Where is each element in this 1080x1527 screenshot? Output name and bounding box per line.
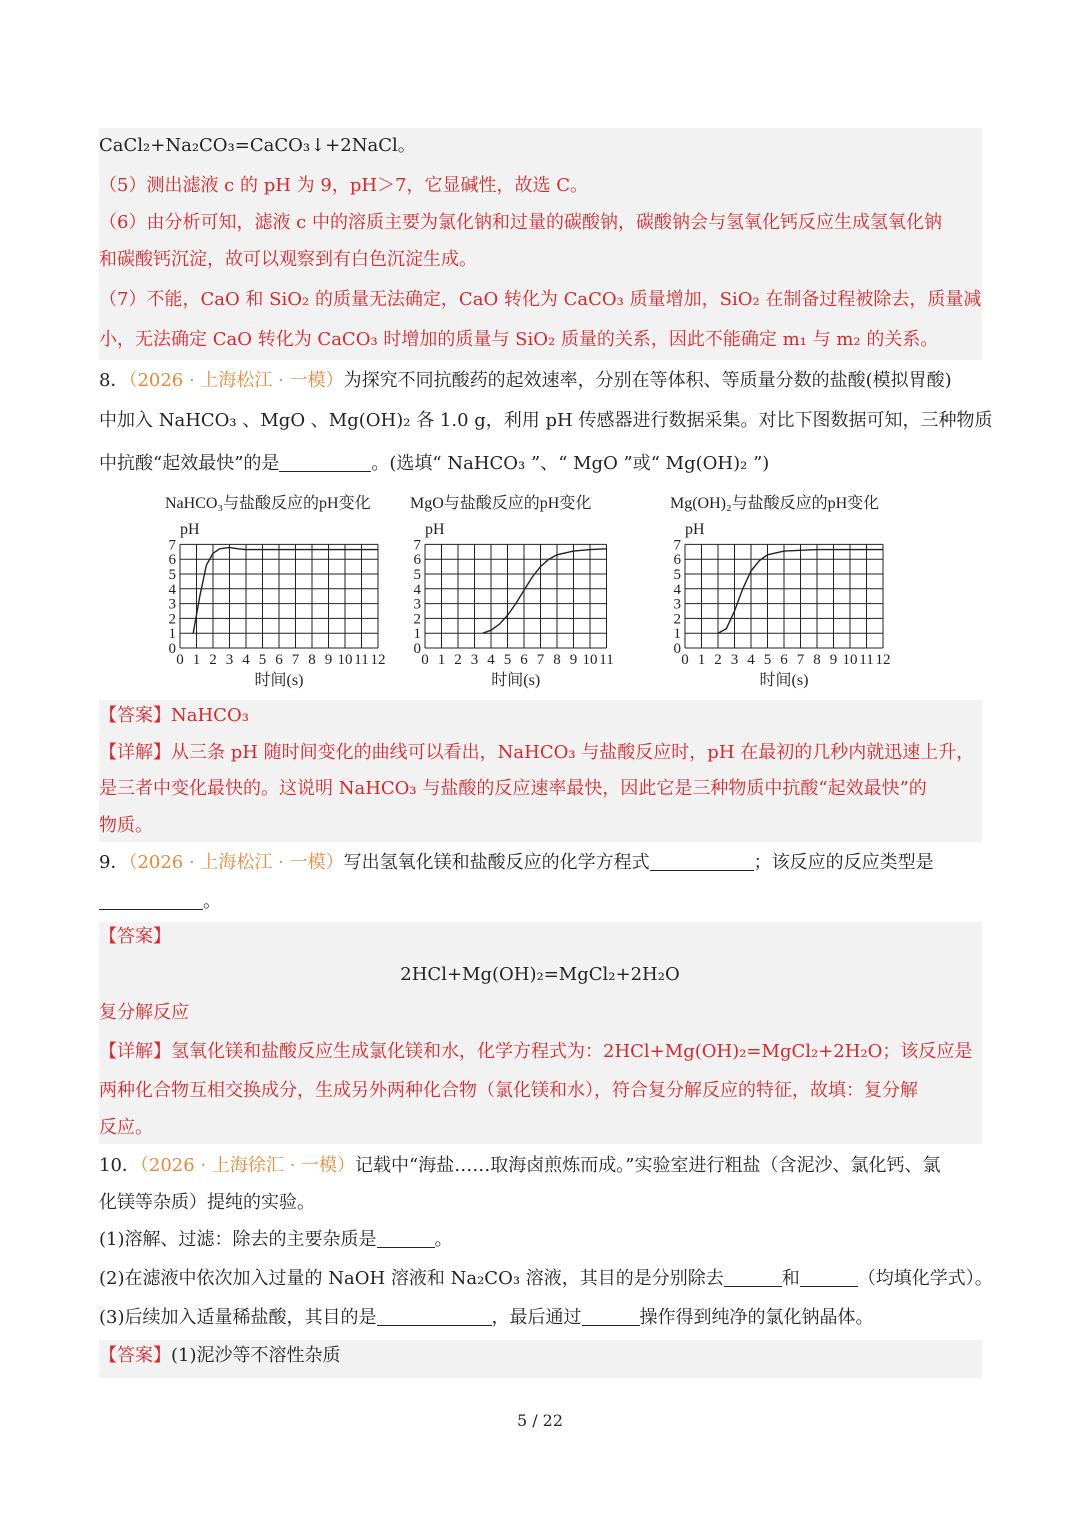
question-9-line-2 — [99, 890, 981, 914]
chart-mgoh2 — [655, 488, 930, 693]
x-tick-label: 8 — [308, 652, 316, 668]
answer-blank[interactable] — [724, 1268, 782, 1287]
x-tick-label: 10 — [337, 652, 353, 668]
x-tick-label: 5 — [503, 652, 512, 668]
x-tick-label: 6 — [520, 652, 528, 668]
answer-blank[interactable] — [377, 1229, 435, 1248]
x-axis-label: 时间(s) — [759, 672, 809, 689]
answer-line-q8 — [99, 704, 981, 728]
equation-line: CaCl₂+Na₂CO₃=CaCO₃↓+2NaCl。 — [99, 135, 416, 156]
x-tick-label: 8 — [553, 652, 561, 668]
answer-block-q9 — [99, 922, 982, 1144]
y-tick-label: 6 — [673, 552, 681, 569]
x-tick-label: 10 — [582, 652, 598, 668]
x-tick-label: 7 — [536, 652, 545, 668]
x-tick-label: 1 — [697, 652, 706, 668]
question-number: 10． — [99, 1155, 140, 1176]
detail-line-q9-1 — [99, 1040, 981, 1064]
y-tick-label: 3 — [168, 596, 176, 613]
question-text: （均填化学式）。 — [857, 1268, 993, 1289]
question-source: （2026 · 上海松江 · 一模） — [128, 852, 344, 873]
question-text: 操作得到纯净的氯化钠晶体。 — [639, 1307, 874, 1328]
y-tick-label: 0 — [168, 641, 176, 657]
y-axis-label: pH — [180, 521, 200, 538]
detail-line-q8-2: 是三者中变化最快的。这说明 NaHCO₃ 与盐酸的反应速率最快，因此它是三种物质中抗酸“起效最快”的 — [99, 778, 927, 799]
y-tick-label: 5 — [673, 567, 681, 583]
y-tick-label: 7 — [673, 537, 681, 554]
x-tick-label: 3 — [225, 652, 234, 668]
y-tick-label: 3 — [413, 596, 421, 613]
answer-text: NaHCO₃ — [171, 705, 249, 726]
question-10-sub-1 — [99, 1228, 981, 1252]
answer-blank[interactable] — [582, 1307, 640, 1326]
answer-line-6a: （6）由分析可知，滤液 c 中的溶质主要为氯化钠和过量的碳酸钠，碳酸钠会与氢氧化钙反应生成氢氧化钠 — [99, 212, 942, 233]
y-tick-label: 2 — [673, 611, 681, 628]
answer-tag: 【答案】 — [99, 1345, 171, 1366]
question-text: (3)后续加入适量稀盐酸，其目的是 — [99, 1307, 377, 1328]
y-tick-label: 0 — [673, 641, 681, 657]
question-10-line-2: 化镁等杂质）提纯的实验。 — [99, 1192, 315, 1213]
detail-line-q8-3: 物质。 — [99, 815, 153, 836]
answer-blank[interactable] — [650, 852, 754, 871]
answer-text: (1)泥沙等不溶性杂质 — [171, 1345, 341, 1366]
answer-line-q9-type: 复分解反应 — [99, 1002, 189, 1023]
x-tick-label: 3 — [730, 652, 739, 668]
x-tick-label: 6 — [275, 652, 283, 668]
x-tick-label: 1 — [192, 652, 201, 668]
y-tick-label: 3 — [673, 596, 681, 613]
question-number: 8． — [99, 370, 129, 391]
question-8-line-2: 中加入 NaHCO₃ 、MgO 、Mg(OH)₂ 各 1.0 g，利用 pH 传感器进行数据采集。对比下图数据可知，三种物质 — [99, 410, 993, 431]
detail-text: 从三条 pH 随时间变化的曲线可以看出，NaHCO₃ 与盐酸反应时，pH 在最初的几秒内就迅速上升， — [171, 742, 975, 763]
x-axis-label: 时间(s) — [254, 672, 304, 689]
chart-title: Mg(OH)₂与盐酸反应的pH变化 — [670, 495, 880, 512]
question-text: 写出氢氧化镁和盐酸反应的化学方程式 — [343, 852, 650, 873]
x-tick-label: 5 — [258, 652, 267, 668]
x-tick-label: 0 — [176, 652, 184, 668]
x-tick-label: 12 — [370, 652, 386, 668]
x-tick-label: 9 — [569, 652, 578, 668]
x-tick-label: 6 — [780, 652, 788, 668]
y-tick-label: 6 — [413, 552, 421, 569]
y-tick-label: 1 — [413, 626, 421, 643]
y-axis-label: pH — [685, 521, 705, 538]
x-tick-label: 11 — [354, 652, 369, 668]
y-tick-label: 5 — [168, 567, 176, 583]
answer-block-q7 — [99, 128, 982, 360]
question-10-sub-3 — [99, 1306, 981, 1330]
detail-line-q9-2: 两种化合物互相交换成分，生成另外两种化合物（氯化镁和水），符合复分解反应的特征，故填：复分解 — [99, 1080, 918, 1101]
y-tick-label: 6 — [168, 552, 176, 569]
y-tick-label: 2 — [413, 611, 421, 628]
y-axis-label: pH — [425, 521, 445, 538]
answer-blank[interactable] — [377, 1307, 492, 1326]
x-tick-label: 12 — [875, 652, 891, 668]
answer-line-q9: 【答案】 — [99, 926, 171, 947]
question-text: (2)在滤液中依次加入过量的 NaOH 溶液和 Na₂CO₃ 溶液，其目的是分别除去 — [99, 1268, 724, 1289]
y-tick-label: 2 — [168, 611, 176, 628]
ph-curve — [483, 549, 607, 633]
answer-blank[interactable] — [99, 891, 203, 910]
detail-text: 氢氧化镁和盐酸反应生成氯化镁和水，化学方程式为：2HCl+Mg(OH)₂=MgCl₂+2H₂O；该反应是 — [171, 1041, 973, 1062]
y-tick-label: 7 — [413, 537, 421, 554]
y-tick-label: 4 — [168, 581, 176, 598]
question-8-line-1 — [99, 369, 981, 393]
detail-tag: 【详解】 — [99, 1041, 171, 1062]
question-text: 。 — [203, 891, 221, 912]
answer-blank[interactable] — [800, 1268, 858, 1287]
question-number: 9． — [99, 852, 129, 873]
question-9-line-1 — [99, 851, 981, 875]
y-tick-label: 0 — [413, 641, 421, 657]
chart-nahco3 — [150, 488, 410, 693]
question-10-sub-2 — [99, 1267, 993, 1291]
detail-line-q8-1 — [99, 741, 981, 765]
y-tick-label: 4 — [413, 581, 421, 598]
x-tick-label: 4 — [487, 652, 495, 668]
x-tick-label: 4 — [242, 652, 250, 668]
x-tick-label: 8 — [813, 652, 821, 668]
answer-line-6b: 和碳酸钙沉淀，故可以观察到有白色沉淀生成。 — [99, 249, 477, 270]
y-tick-label: 5 — [413, 567, 421, 583]
question-source: （2026 · 上海徐汇 · 一模） — [139, 1155, 356, 1176]
answer-tag: 【答案】 — [99, 705, 171, 726]
chart-title: NaHCO₃与盐酸反应的pH变化 — [165, 495, 371, 512]
x-tick-label: 9 — [829, 652, 838, 668]
answer-line-5: （5）测出滤液 c 的 pH 为 9，pH＞7，它显碱性，故选 C。 — [99, 175, 588, 196]
y-tick-label: 1 — [673, 626, 681, 643]
x-tick-label: 10 — [842, 652, 858, 668]
x-tick-label: 11 — [859, 652, 874, 668]
y-tick-label: 1 — [168, 626, 176, 643]
answer-blank[interactable] — [279, 453, 371, 472]
x-tick-label: 2 — [454, 652, 462, 668]
question-source: （2026 · 上海松江 · 一模） — [128, 370, 344, 391]
answer-line-q10 — [99, 1344, 981, 1368]
x-tick-label: 7 — [796, 652, 805, 668]
chart-mgo — [395, 488, 670, 693]
question-text: 记载中“海盐……取海卤煎炼而成。”实验室进行粗盐（含泥沙、氯化钙、氯 — [355, 1155, 941, 1176]
x-tick-label: 5 — [763, 652, 772, 668]
x-tick-label: 0 — [421, 652, 429, 668]
detail-line-q9-3: 反应。 — [99, 1117, 153, 1138]
question-8-line-3 — [99, 452, 981, 476]
x-tick-label: 11 — [599, 652, 614, 668]
question-text: 和 — [781, 1268, 800, 1289]
detail-tag: 【详解】 — [99, 742, 171, 763]
equation-answer: 2HCl+Mg(OH)₂=MgCl₂+2H₂O — [400, 964, 680, 985]
question-text: 为探究不同抗酸药的起效速率，分别在等体积、等质量分数的盐酸(模拟胃酸) — [343, 370, 952, 391]
ph-curve — [193, 547, 378, 633]
x-tick-label: 7 — [291, 652, 300, 668]
page-number: 5 / 22 — [516, 1411, 564, 1430]
x-tick-label: 0 — [681, 652, 689, 668]
question-text: ，最后通过 — [491, 1307, 582, 1328]
question-text: 。 — [434, 1229, 453, 1250]
x-tick-label: 3 — [470, 652, 479, 668]
question-text: (1)溶解、过滤：除去的主要杂质是 — [99, 1229, 377, 1250]
question-text: ；该反应的反应类型是 — [753, 852, 934, 873]
question-text: 中抗酸“起效最快”的是 — [99, 453, 280, 474]
x-axis-label: 时间(s) — [491, 672, 541, 689]
x-tick-label: 2 — [714, 652, 722, 668]
answer-line-7b: 小，无法确定 CaO 转化为 CaCO₃ 时增加的质量与 SiO₂ 质量的关系，因此不能确定 m₁ 与 m₂ 的关系。 — [99, 329, 939, 350]
x-tick-label: 4 — [747, 652, 755, 668]
question-10-line-1 — [99, 1154, 981, 1178]
answer-line-7a: （7）不能，CaO 和 SiO₂ 的质量无法确定，CaO 转化为 CaCO₃ 质量增加，SiO₂ 在制备过程被除去，质量减 — [99, 289, 982, 310]
y-tick-label: 4 — [673, 581, 681, 598]
x-tick-label: 2 — [209, 652, 217, 668]
chart-title: MgO与盐酸反应的pH变化 — [410, 495, 592, 512]
y-tick-label: 7 — [168, 537, 176, 554]
x-tick-label: 9 — [324, 652, 333, 668]
x-tick-label: 1 — [437, 652, 446, 668]
question-text: 。(选填“ NaHCO₃ ”、“ MgO ”或“ Mg(OH)₂ ”) — [371, 453, 770, 474]
